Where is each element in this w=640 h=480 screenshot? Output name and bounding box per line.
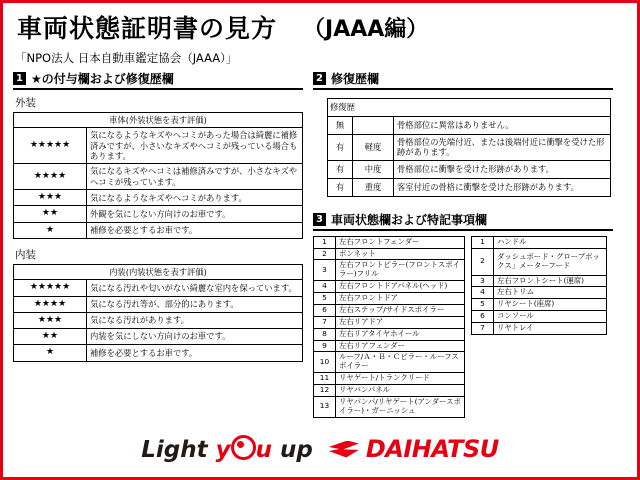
- exterior-table-header: 車体(外装状態を表す評価): [14, 113, 303, 128]
- item-number: 4: [314, 281, 336, 293]
- table-row: [14, 206, 303, 222]
- repair-level: 重度: [353, 178, 394, 196]
- rating-description: 内装を気にしない方向けのお車です。: [87, 329, 303, 345]
- item-number: 2: [314, 248, 336, 260]
- equipment-left-table: [313, 236, 465, 418]
- table-row: [472, 275, 607, 287]
- tagline-u: u: [255, 437, 272, 463]
- equipment-interior-list: [471, 236, 607, 418]
- item-name: ダッシュボード・グローブボックス」メーターフード: [494, 248, 607, 275]
- table-row: [14, 296, 303, 312]
- section-2-number: 2: [313, 72, 326, 85]
- page-title: 車両状態証明書の見方: [17, 14, 278, 43]
- star-rating: ★★: [14, 329, 87, 345]
- table-row: [314, 236, 465, 248]
- item-name: リヤバンパネル: [336, 385, 465, 397]
- section-exterior-interior: [13, 70, 303, 418]
- circle-dot-icon: [231, 435, 256, 460]
- table-row: [314, 385, 465, 397]
- repair-level: [353, 117, 394, 135]
- item-name: 左右ステップ/サイドスポイラー: [336, 304, 465, 316]
- interior-table-header: 内装(内装状態を表す評価): [14, 264, 303, 279]
- table-row: [314, 248, 465, 260]
- item-number: 6: [314, 304, 336, 316]
- table-row: [328, 178, 611, 196]
- tagline-up: up: [280, 437, 313, 463]
- item-name: 左右リアタイヤホイール: [336, 328, 465, 340]
- exterior-table: [13, 112, 303, 239]
- repair-symbol: 無: [328, 117, 353, 135]
- item-name: 左右トリム: [494, 287, 607, 299]
- item-name: リヤゲート/トランクリード: [336, 373, 465, 385]
- item-number: 7: [472, 323, 494, 335]
- equipment-tables: [313, 236, 613, 418]
- item-number: 3: [314, 260, 336, 281]
- item-name: ボンネット: [336, 248, 465, 260]
- rating-description: 気になる汚れや匂いがない綺麗な室内を保っています。: [87, 280, 303, 296]
- exterior-label: 外装: [15, 97, 36, 109]
- rating-description: 気になるキズやヘコミは補修済みですが、小さなキズやヘコミが残っています。: [87, 164, 303, 190]
- item-number: 5: [472, 299, 494, 311]
- table-row: [314, 373, 465, 385]
- brand-name: DAIHATSU: [365, 435, 499, 463]
- item-name: 左右フロントドア: [336, 293, 465, 305]
- title-row: [3, 3, 637, 45]
- item-number: 8: [314, 328, 336, 340]
- repair-description: 骨格部位の先端付近、または後端付近に衝撃を受けた形跡があります。: [394, 135, 611, 161]
- item-number: 7: [314, 316, 336, 328]
- rating-description: 外観を気にしない方向けのお車です。: [87, 206, 303, 222]
- repair-description: 客室付近の骨格に衝撃を受けた形跡があります。: [394, 178, 611, 196]
- item-name: 左右フロントフェンダー: [336, 236, 465, 248]
- item-name: ルーフ/Ａ・Ｂ・Ｃピラー・ルーフスポイラー: [336, 352, 465, 373]
- daihatsu-mark-icon: [329, 438, 359, 461]
- table-row: [472, 248, 607, 275]
- table-row: [328, 160, 611, 178]
- item-number: 11: [314, 373, 336, 385]
- item-name: 左右リアドア: [336, 316, 465, 328]
- section-2-head: [313, 70, 613, 90]
- table-row: [314, 260, 465, 281]
- table-row: [472, 299, 607, 311]
- item-name: 左右フロントピラー(フロントスポイラー)フリル: [336, 260, 465, 281]
- page-title-suffix: （JAAA編）: [303, 16, 429, 42]
- item-number: 1: [472, 236, 494, 248]
- footer: [3, 421, 637, 477]
- right-column: [313, 70, 613, 418]
- tagline-light: Light: [141, 437, 208, 463]
- table-row: [314, 340, 465, 352]
- table-row: [314, 293, 465, 305]
- table-row: [14, 345, 303, 361]
- rating-description: 気になるようなキズやヘコミがあります。: [87, 190, 303, 206]
- star-rating: ★★★★: [14, 164, 87, 190]
- repair-level: 中度: [353, 160, 394, 178]
- table-header-row: [14, 113, 303, 128]
- star-rating: ★: [14, 345, 87, 361]
- table-row: [14, 329, 303, 345]
- table-row: [472, 323, 607, 335]
- tagline-y: y: [215, 437, 231, 463]
- item-number: 13: [314, 396, 336, 417]
- table-header-row: [14, 264, 303, 279]
- star-rating: ★★: [14, 206, 87, 222]
- item-name: ハンドル: [494, 236, 607, 248]
- repair-description: 骨格部位に衝撃を受けた形跡があります。: [394, 160, 611, 178]
- table-row: [14, 164, 303, 190]
- rating-description: 気になる汚れ等が、部分的にあります。: [87, 296, 303, 312]
- section-3-title: 車両状態欄および特記事項欄: [331, 212, 488, 227]
- repair-symbol: 有: [328, 178, 353, 196]
- equipment-exterior-list: [313, 236, 465, 418]
- table-row: [314, 396, 465, 417]
- section-3-head: [313, 211, 613, 231]
- item-number: 3: [472, 275, 494, 287]
- table-row: [472, 236, 607, 248]
- item-name: リヤシート(座席): [494, 299, 607, 311]
- item-number: 5: [314, 293, 336, 305]
- rating-description: 気になるようなキズやヘコミがあった場合は綺麗に補修済みですが、小さいなキズやヘコミが残っている場合もあります。: [87, 128, 303, 164]
- brand-logo: [329, 435, 499, 463]
- table-row: [14, 280, 303, 296]
- table-row: [472, 287, 607, 299]
- star-rating: ★★★★: [14, 296, 87, 312]
- section-1-number: 1: [13, 72, 26, 85]
- item-name: リヤトレイ: [494, 323, 607, 335]
- star-rating: ★★★: [14, 312, 87, 328]
- item-number: 10: [314, 352, 336, 373]
- table-row: [14, 222, 303, 238]
- item-name: 左右リアフェンダー: [336, 340, 465, 352]
- item-name: 左右フロントドアパネル(ヘッド): [336, 281, 465, 293]
- item-number: 6: [472, 311, 494, 323]
- section-1-title: ★の付与欄および修復歴欄: [31, 72, 174, 86]
- tagline: [141, 435, 313, 463]
- rating-description: 気になる汚れがあります。: [87, 312, 303, 328]
- repair-symbol: 有: [328, 160, 353, 178]
- page-subtitle: 「NPO法人 日本自動車鑑定協会（JAAA）」: [15, 51, 238, 65]
- rating-description: 補修を必要とするお車です。: [87, 345, 303, 361]
- repair-history-table: [327, 98, 611, 197]
- item-name: コンソール: [494, 311, 607, 323]
- table-row: [314, 304, 465, 316]
- content-columns: [3, 70, 637, 418]
- table-row: [314, 316, 465, 328]
- section-1-head: [13, 70, 303, 90]
- star-rating: ★: [14, 222, 87, 238]
- table-row: [314, 281, 465, 293]
- item-name: リヤパンパ/リヤゲート(アンダースポイラー)・ガーニッシュ: [336, 396, 465, 417]
- table-header-row: [328, 99, 611, 117]
- item-number: 9: [314, 340, 336, 352]
- rating-description: 補修を必要とするお車です。: [87, 222, 303, 238]
- equipment-right-table: [471, 236, 607, 335]
- repair-description: 骨格部位に異常はありません。: [394, 117, 611, 135]
- table-row: [14, 128, 303, 164]
- item-number: 4: [472, 287, 494, 299]
- section-2-title: 修復歴欄: [331, 72, 380, 86]
- section-3-number: 3: [313, 213, 326, 226]
- item-number: 2: [472, 248, 494, 275]
- table-row: [14, 312, 303, 328]
- item-number: 12: [314, 385, 336, 397]
- interior-table: [13, 264, 303, 362]
- table-row: [328, 135, 611, 161]
- table-row: [472, 311, 607, 323]
- star-rating: ★★★: [14, 190, 87, 206]
- item-name: 左右フロントシート(運席): [494, 275, 607, 287]
- table-row: [314, 352, 465, 373]
- table-row: [314, 328, 465, 340]
- star-rating: ★★★★★: [14, 128, 87, 164]
- table-row: [328, 117, 611, 135]
- table-row: [14, 190, 303, 206]
- repair-table-header: 修復歴: [328, 99, 611, 117]
- repair-level: 軽度: [353, 135, 394, 161]
- repair-symbol: 有: [328, 135, 353, 161]
- star-rating: ★★★★★: [14, 280, 87, 296]
- interior-label: 内装: [15, 248, 36, 261]
- item-number: 1: [314, 236, 336, 248]
